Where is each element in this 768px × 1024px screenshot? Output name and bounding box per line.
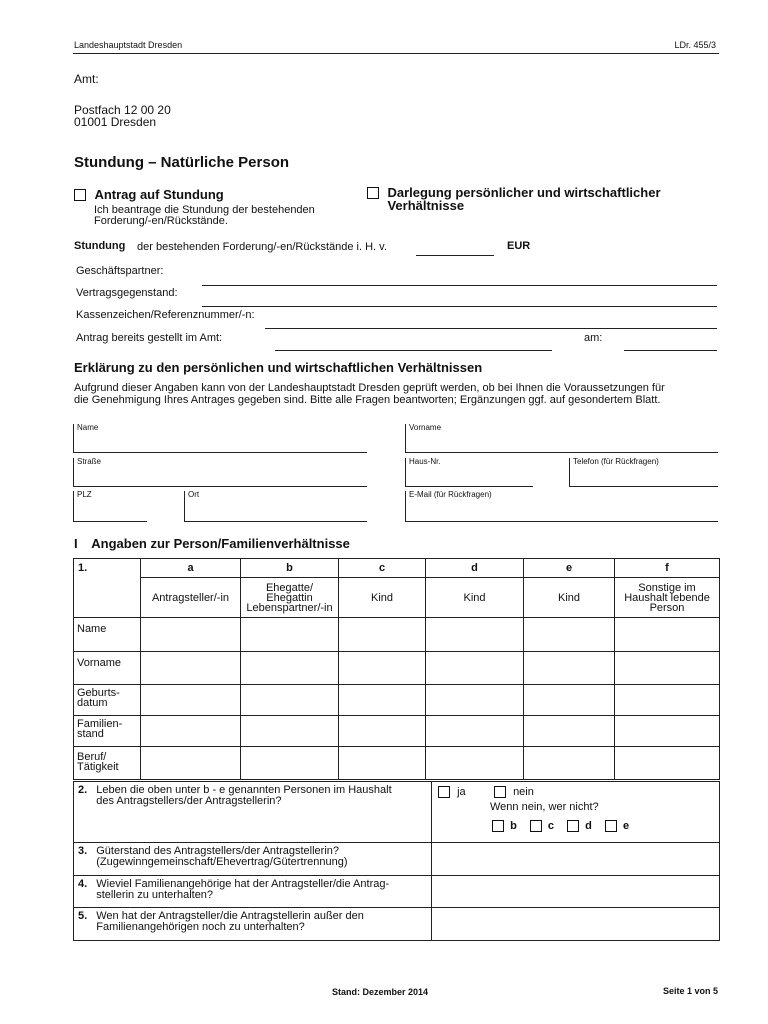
address-line-1: Postfach 12 00 20 [74, 103, 171, 117]
question-2-text [96, 785, 391, 807]
plz-field-label: PLZ [77, 490, 92, 499]
erklaerung-text [74, 382, 665, 406]
question-5-number: 5. [78, 910, 88, 922]
row-label-familienstand [74, 716, 141, 747]
question-5-answer[interactable] [432, 908, 720, 941]
question-3-text-2: (Zugewinngemeinschaft/Ehevertrag/Gütertrennung) [96, 856, 348, 868]
row-label-vorname: Vorname [74, 652, 141, 685]
strasse-field-label: Straße [77, 457, 102, 466]
cell-name-c[interactable] [339, 618, 426, 652]
cell-beruf-c[interactable] [339, 747, 426, 780]
cell-name-e[interactable] [524, 618, 615, 652]
question-2-answer [432, 782, 720, 843]
col-letter-d: d [426, 559, 524, 578]
kassenzeichen-input[interactable] [265, 315, 717, 329]
ja-label: ja [457, 785, 466, 798]
erklaerung-text-1: Aufgrund dieser Angaben kann von der Landeshauptstadt Dresden geprüft werden, ob bei Ihnen die Voraussetzungen für [74, 382, 665, 394]
col-role-d: Kind [426, 578, 524, 618]
col-role-b-2: Ehegattin [266, 591, 313, 604]
ort-input[interactable] [189, 506, 365, 520]
header-form-code: LDr. 455/3 [674, 40, 716, 50]
vorname-field-label: Vorname [409, 423, 442, 432]
option-darlegung [367, 186, 661, 212]
footer-stand: Stand: Dezember 2014 [332, 987, 429, 997]
hausnr-input[interactable] [410, 471, 531, 485]
vorname-field [405, 424, 718, 453]
cell-vorname-b[interactable] [241, 652, 339, 685]
table-number: 1. [74, 559, 141, 618]
antrag-gestellt-datum-input[interactable] [624, 337, 717, 351]
question-3-text [96, 846, 347, 868]
cell-vorname-a[interactable] [141, 652, 241, 685]
row-label-familienstand-1: Familien- [77, 718, 123, 730]
cell-name-a[interactable] [141, 618, 241, 652]
stundung-amount-input[interactable] [416, 242, 494, 256]
cell-familienstand-a[interactable] [141, 716, 241, 747]
stundung-label: Stundung [74, 240, 126, 252]
question-4-text-2: stellerin zu unterhalten? [96, 889, 214, 901]
cell-beruf-a[interactable] [141, 747, 241, 780]
cell-vorname-f[interactable] [615, 652, 720, 685]
question-3-number: 3. [78, 845, 88, 857]
questions-table [73, 781, 720, 941]
question-4-row [74, 876, 720, 908]
cell-geburtsdatum-f[interactable] [615, 685, 720, 716]
plz-field [73, 491, 147, 522]
option-d-label: d [585, 819, 592, 832]
geschaeftspartner-label: Geschäftspartner: [76, 265, 164, 277]
ja-option [438, 786, 466, 798]
row-label-beruf-2: Tätigkeit [77, 761, 119, 773]
question-2 [74, 782, 432, 843]
cell-familienstand-f[interactable] [615, 716, 720, 747]
row-label-beruf-1: Beruf/ [77, 751, 107, 763]
plz-input[interactable] [78, 506, 145, 520]
question-2-row [74, 782, 720, 843]
header-divider [73, 53, 719, 54]
cell-geburtsdatum-b[interactable] [241, 685, 339, 716]
cell-geburtsdatum-d[interactable] [426, 685, 524, 716]
cell-familienstand-c[interactable] [339, 716, 426, 747]
option-c-label: c [547, 819, 555, 832]
am-label: am: [584, 332, 603, 344]
row-label-beruf [74, 747, 141, 780]
darlegung-checkbox[interactable] [367, 187, 379, 199]
strasse-input[interactable] [78, 471, 365, 485]
col-role-f-1: Sonstige im [638, 581, 696, 594]
question-5 [74, 908, 432, 941]
question-4-text [96, 879, 389, 901]
question-4-answer[interactable] [432, 876, 720, 908]
ort-field [184, 491, 367, 522]
col-role-b-3: Lebenspartner/-in [246, 601, 333, 614]
telefon-field [569, 458, 718, 487]
col-letter-b: b [241, 559, 339, 578]
cell-beruf-b[interactable] [241, 747, 339, 780]
question-3 [74, 843, 432, 876]
email-input[interactable] [410, 506, 716, 520]
cell-vorname-c[interactable] [339, 652, 426, 685]
address-line-2: 01001 Dresden [74, 115, 157, 129]
vertragsgegenstand-input[interactable] [202, 293, 717, 307]
antrag-gestellt-label: Antrag bereits gestellt im Amt: [76, 332, 223, 344]
page-title: Stundung – Natürliche Person [74, 154, 290, 171]
option-e-checkbox[interactable] [605, 820, 617, 832]
vertragsgegenstand-label: Vertragsgegenstand: [76, 287, 178, 299]
antrag-checkbox[interactable] [74, 189, 86, 201]
table-row [74, 685, 720, 716]
nein-checkbox[interactable] [494, 786, 506, 798]
antrag-gestellt-amt-input[interactable] [275, 337, 552, 351]
question-3-row [74, 843, 720, 876]
cell-familienstand-e[interactable] [524, 716, 615, 747]
col-role-b [241, 578, 339, 618]
vorname-input[interactable] [410, 437, 716, 451]
nein-person-options [492, 820, 629, 832]
kassenzeichen-label: Kassenzeichen/Referenznummer/-n: [76, 309, 255, 321]
cell-beruf-f[interactable] [615, 747, 720, 780]
name-field-label: Name [77, 423, 99, 432]
option-e-label: e [623, 819, 630, 832]
option-b-label: b [510, 819, 517, 832]
erklaerung-heading: Erklärung zu den persönlichen und wirtschaftlichen Verhältnissen [74, 360, 483, 375]
col-role-f [615, 578, 720, 618]
cell-geburtsdatum-e[interactable] [524, 685, 615, 716]
ort-field-label: Ort [188, 490, 200, 499]
section1-heading [74, 536, 350, 551]
cell-beruf-e[interactable] [524, 747, 615, 780]
col-role-b-1: Ehegatte/ [265, 581, 314, 594]
row-label-geburtsdatum-1: Geburts- [77, 687, 120, 699]
address-block [74, 104, 171, 128]
nein-label: nein [513, 785, 534, 798]
antrag-description [94, 205, 315, 227]
section1-roman: I [74, 536, 78, 551]
table-row [74, 652, 720, 685]
table-row [74, 716, 720, 747]
antrag-desc-1: Ich beantrage die Stundung der bestehenden [94, 204, 315, 216]
question-3-answer[interactable] [432, 843, 720, 876]
darlegung-label-1: Darlegung persönlicher und wirtschaftlicher [387, 185, 661, 200]
question-4 [74, 876, 432, 908]
geschaeftspartner-input[interactable] [202, 272, 717, 286]
name-input[interactable] [78, 437, 365, 451]
col-role-f-3: Person [649, 601, 685, 614]
nein-option [494, 786, 534, 798]
cell-familienstand-d[interactable] [426, 716, 524, 747]
cell-beruf-d[interactable] [426, 747, 524, 780]
option-c-checkbox[interactable] [530, 820, 542, 832]
table-row [74, 618, 720, 652]
telefon-input[interactable] [574, 471, 716, 485]
cell-geburtsdatum-a[interactable] [141, 685, 241, 716]
wenn-nein-label: Wenn nein, wer nicht? [490, 801, 599, 813]
section1-title: Angaben zur Person/Familienverhältnisse [91, 536, 350, 551]
question-5-row [74, 908, 720, 941]
antrag-label: Antrag auf Stundung [94, 187, 224, 203]
darlegung-label-2: Verhältnisse [387, 198, 465, 213]
strasse-field [73, 458, 367, 487]
col-letter-c: c [339, 559, 426, 578]
cell-vorname-e[interactable] [524, 652, 615, 685]
option-b-checkbox[interactable] [492, 820, 504, 832]
cell-vorname-d[interactable] [426, 652, 524, 685]
col-letter-f: f [615, 559, 720, 578]
col-role-a: Antragsteller/-in [141, 578, 241, 618]
table-row [74, 747, 720, 780]
family-table [73, 558, 720, 780]
cell-name-f[interactable] [615, 618, 720, 652]
question-5-text [96, 911, 364, 933]
col-role-e: Kind [524, 578, 615, 618]
email-field-label: E-Mail (für Rückfragen) [409, 490, 492, 499]
name-field [73, 424, 367, 453]
col-letter-e: e [524, 559, 615, 578]
hausnr-field-label: Haus-Nr. [409, 457, 441, 466]
cell-familienstand-b[interactable] [241, 716, 339, 747]
row-label-geburtsdatum-2: datum [77, 697, 108, 709]
darlegung-label [387, 186, 660, 212]
ja-checkbox[interactable] [438, 786, 450, 798]
row-label-familienstand-2: stand [77, 728, 104, 740]
antrag-desc-2: Forderung/-en/Rückstände. [94, 215, 228, 227]
hausnr-field [405, 458, 533, 487]
question-2-text-1: Leben die oben unter b - e genannten Personen im Haushalt [96, 784, 392, 796]
email-field [405, 491, 718, 522]
header-org: Landeshauptstadt Dresden [74, 40, 183, 50]
telefon-field-label: Telefon (für Rückfragen) [573, 457, 659, 466]
cell-name-b[interactable] [241, 618, 339, 652]
row-label-geburtsdatum [74, 685, 141, 716]
question-3-text-1: Güterstand des Antragstellers/der Antragstellerin? [96, 845, 339, 857]
cell-geburtsdatum-c[interactable] [339, 685, 426, 716]
footer-page-number: Seite 1 von 5 [662, 986, 718, 996]
amt-label: Amt: [74, 72, 99, 86]
question-4-text-1: Wieviel Familienangehörige hat der Antragsteller/die Antrag- [96, 878, 390, 890]
currency-label: EUR [507, 240, 531, 252]
question-5-text-2: Familienangehörigen noch zu unterhalten? [96, 921, 305, 933]
question-2-text-2: des Antragstellers/der Antragstellerin? [96, 795, 282, 807]
option-d-checkbox[interactable] [567, 820, 579, 832]
erklaerung-text-2: die Genehmigung Ihres Antrages gegeben sind. Bitte alle Fragen beantworten; Ergänzungen ggf. auf gesondertem Blatt. [74, 394, 661, 406]
col-role-c: Kind [339, 578, 426, 618]
col-role-f-2: Haushalt lebende [624, 591, 710, 604]
option-antrag [74, 186, 224, 204]
row-label-name: Name [74, 618, 141, 652]
stundung-text: der bestehenden Forderung/-en/Rückstände i. H. v. [137, 241, 387, 253]
cell-name-d[interactable] [426, 618, 524, 652]
col-letter-a: a [141, 559, 241, 578]
question-4-number: 4. [78, 878, 88, 890]
question-5-text-1: Wen hat der Antragsteller/die Antragstellerin außer den [96, 910, 364, 922]
question-2-number: 2. [78, 784, 88, 796]
